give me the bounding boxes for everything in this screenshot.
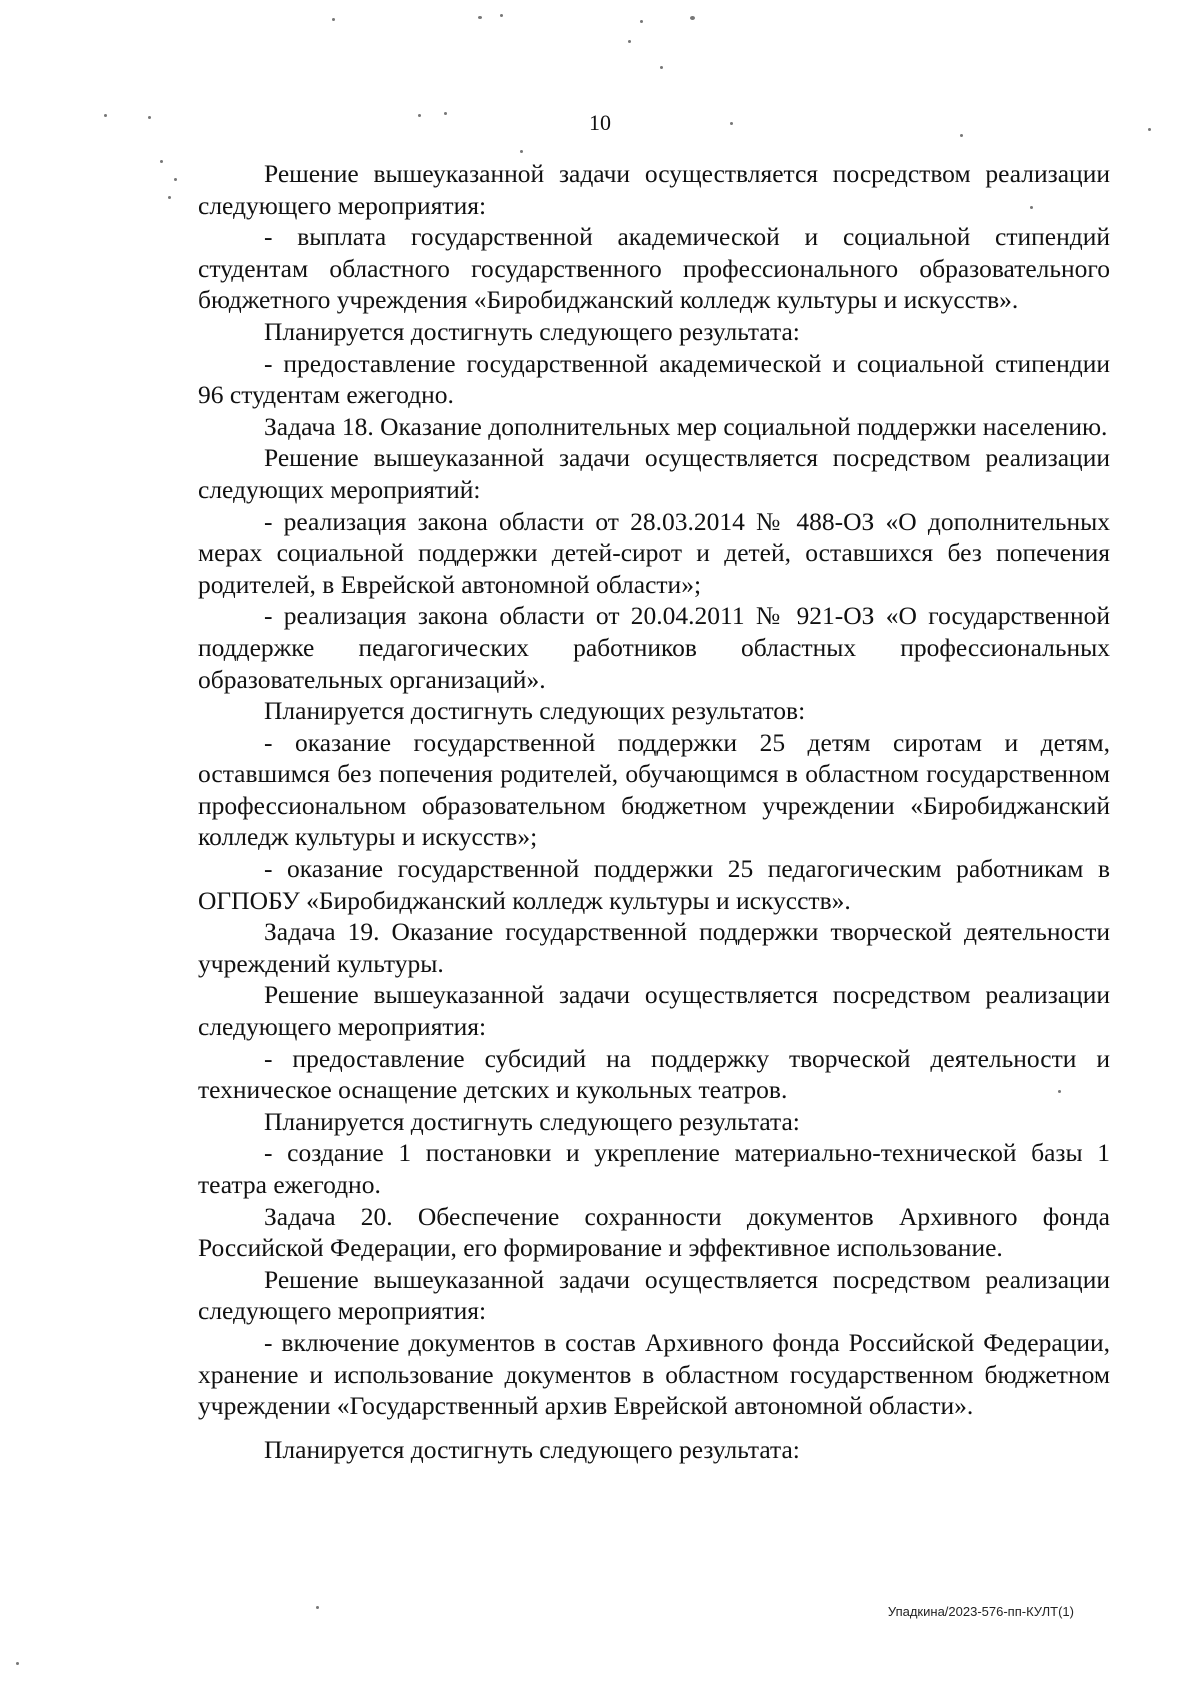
paragraph: - предоставление субсидий на поддержку творческой деятельности и техническое оснащение детских и кукольных театров. bbox=[198, 1043, 1110, 1105]
document-footer-code: Упадкина/2023-576-пп-КУЛТ(1) bbox=[887, 1604, 1074, 1619]
paragraph: Решение вышеуказанной задачи осуществляется посредством реализации следующего мероприятия: bbox=[198, 1264, 1110, 1326]
paragraph: - выплата государственной академической и социальной стипендий студентам областного государственного профессионального образовательного бюджетного учреждения «Биробиджанский колледж культуры и искусств». bbox=[198, 222, 1110, 315]
paragraph: Задача 19. Оказание государственной поддержки творческой деятельности учреждений культуры. bbox=[198, 917, 1110, 978]
paragraph: Задача 20. Обеспечение сохранности документов Архивного фонда Российской Федерации, его формирование и эффективное использование. bbox=[198, 1201, 1110, 1263]
paragraph: Планируется достигнуть следующего результата: bbox=[264, 316, 800, 346]
paragraph: - оказание государственной поддержки 25 педагогическим работникам в ОГПОБУ «Биробиджанский колледж культуры и искусств». bbox=[198, 854, 1110, 915]
paragraph: - создание 1 постановки и укрепление материально-технической базы 1 театра ежегодно. bbox=[198, 1138, 1110, 1199]
paragraph: Планируется достигнуть следующих результатов: bbox=[264, 696, 806, 726]
paragraph: - включение документов в состав Архивного фонда Российской Федерации, хранение и использование документов в областном государственном бюджетном учреждении «Государственный архив Еврейской автономной области». bbox=[198, 1327, 1110, 1421]
paragraph: Решение вышеуказанной задачи осуществляется посредством реализации следующего мероприятия: bbox=[198, 980, 1110, 1042]
document-body bbox=[198, 158, 1110, 1465]
paragraph: Планируется достигнуть следующего результата: bbox=[264, 1106, 800, 1136]
page-number: 10 bbox=[589, 110, 611, 135]
paragraph: Планируется достигнуть следующего результата: bbox=[264, 1434, 800, 1464]
paragraph: - оказание государственной поддержки 25 детям сиротам и детям, оставшимся без попечения родителей, обучающимся в областном государственном профессиональном образовательном бюджетном учреждении «Биробиджанский колледж культуры и искусств»; bbox=[198, 727, 1110, 852]
paragraph: - реализация закона области от 28.03.2014 № 488-ОЗ «О дополнительных мерах социальной поддержки детей-сирот и детей, оставшихся без попечения родителей, в Еврейской автономной области»; bbox=[198, 506, 1110, 599]
paragraph: - реализация закона области от 20.04.2011 № 921-ОЗ «О государственной поддержке педагогических работников областных профессиональных образовательных организаций». bbox=[198, 601, 1110, 694]
paragraph: Решение вышеуказанной задачи осуществляется посредством реализации следующего мероприятия: bbox=[198, 159, 1110, 220]
paragraph: Задача 18. Оказание дополнительных мер социальной поддержки населению. bbox=[264, 411, 1108, 441]
paragraph: Решение вышеуказанной задачи осуществляется посредством реализации следующих мероприятий: bbox=[198, 443, 1110, 504]
paragraph: - предоставление государственной академической и социальной стипендии 96 студентам ежегодно. bbox=[198, 348, 1110, 410]
